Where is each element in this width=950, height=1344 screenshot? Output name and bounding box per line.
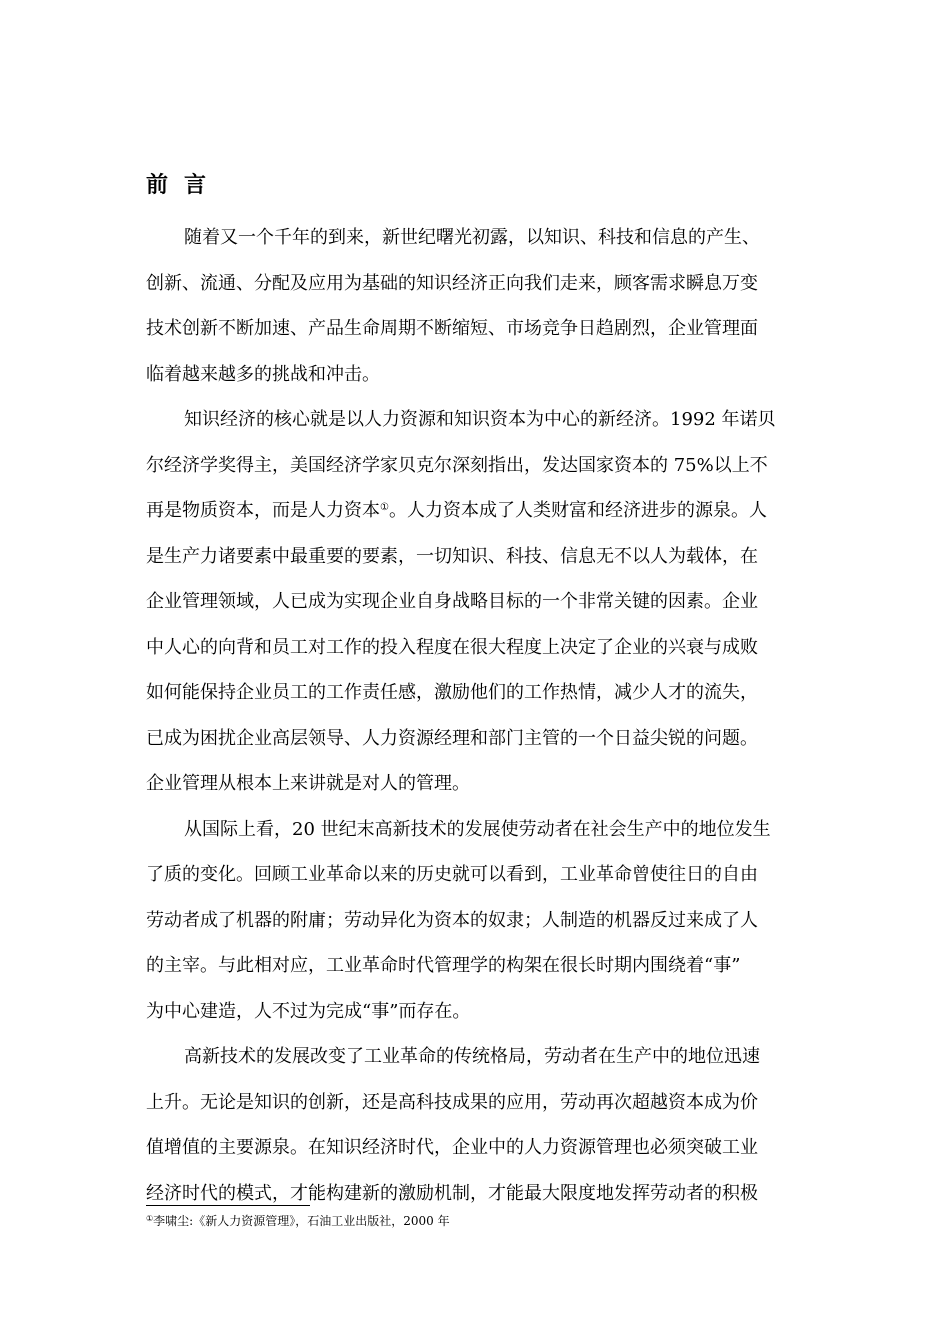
text-line-content: 如何能保持企业员工的工作责任感，激励他们的工作热情，减少人才的流失， bbox=[146, 682, 758, 703]
text-line-content: 企业管理领域，人已成为实现企业自身战略目标的一个非常关键的因素。企业 bbox=[146, 591, 758, 612]
text-line-content: 经济时代的模式，才能构建新的激励机制，才能最大限度地发挥劳动者的积极 bbox=[146, 1182, 758, 1204]
text-line bbox=[146, 852, 810, 898]
text-line-content: 技术创新不断加速、产品生命周期不断缩短、市场竞争日趋剧烈，企业管理面 bbox=[146, 318, 758, 339]
text-line bbox=[146, 534, 810, 580]
text-line bbox=[146, 670, 810, 716]
text-line bbox=[146, 261, 810, 307]
text-line bbox=[146, 352, 810, 398]
text-line-content: 上升。无论是知识的创新，还是高科技成果的应用，劳动再次超越资本成为价 bbox=[146, 1091, 758, 1113]
text-line bbox=[146, 1171, 810, 1217]
text-line bbox=[146, 306, 810, 352]
footnote-marker: ① bbox=[146, 1214, 154, 1223]
text-line-content: 尔经济学奖得主，美国经济学家贝克尔深刻指出，发达国家资本的 75%以上不 bbox=[146, 454, 768, 476]
text-line-content: 中人心的向背和员工对工作的投入程度在很大程度上决定了企业的兴衰与成败 bbox=[146, 636, 758, 658]
footnote-text: 李啸尘:《新人力资源管理》，石油工业出版社，2000 年 bbox=[153, 1214, 450, 1228]
text-line-content: 高新技术的发展改变了工业革命的传统格局，劳动者在生产中的地位迅速 bbox=[184, 1046, 760, 1067]
text-line bbox=[146, 761, 810, 807]
text-line-content: 是生产力诸要素中最重要的要素，一切知识、科技、信息无不以人为载体，在 bbox=[146, 545, 758, 567]
text-line-content: 随着又一个千年的到来，新世纪曙光初露，以知识、科技和信息的产生、 bbox=[184, 227, 760, 248]
text-line bbox=[146, 397, 810, 443]
footnote bbox=[146, 1212, 450, 1230]
text-line bbox=[146, 625, 810, 671]
text-line bbox=[146, 579, 810, 625]
text-line bbox=[146, 215, 810, 261]
text-line-content: 企业管理从根本上来讲就是对人的管理。 bbox=[146, 773, 470, 794]
text-line-content: 为中心建造，人不过为完成“事”而存在。 bbox=[146, 1000, 471, 1022]
text-line-content: 知识经济的核心就是以人力资源和知识资本为中心的新经济。1992 年诺贝 bbox=[184, 409, 776, 430]
footnote-reference: ① bbox=[380, 502, 389, 513]
text-line-content: 临着越来越多的挑战和冲击。 bbox=[146, 363, 380, 385]
text-line bbox=[146, 898, 810, 944]
text-line bbox=[146, 1080, 810, 1126]
text-line-content: 已成为困扰企业高层领导、人力资源经理和部门主管的一个日益尖锐的问题。 bbox=[146, 727, 758, 749]
text-line bbox=[146, 488, 810, 534]
text-line-content: 值增值的主要源泉。在知识经济时代，企业中的人力资源管理也必须突破工业 bbox=[146, 1137, 758, 1158]
text-line bbox=[146, 443, 810, 489]
text-line bbox=[146, 989, 810, 1035]
text-line bbox=[146, 716, 810, 762]
text-line bbox=[146, 807, 810, 853]
text-line-content: 创新、流通、分配及应用为基础的知识经济正向我们走来，顾客需求瞬息万变 bbox=[146, 272, 758, 294]
footnote-divider bbox=[146, 1205, 310, 1206]
page-title: 前言 bbox=[146, 173, 223, 198]
text-line-content: 的主宰。与此相对应，工业革命时代管理学的构架在很长时期内围绕着“事” bbox=[146, 955, 741, 976]
body-text bbox=[146, 215, 810, 1216]
text-line bbox=[146, 1034, 810, 1080]
text-line bbox=[146, 1125, 810, 1171]
text-line-content: 了质的变化。回顾工业革命以来的历史就可以看到，工业革命曾使往日的自由 bbox=[146, 864, 758, 885]
text-line-content: 。人力资本成了人类财富和经济进步的源泉。人 bbox=[388, 500, 767, 521]
text-line-content: 劳动者成了机器的附庸；劳动异化为资本的奴隶；人制造的机器反过来成了人 bbox=[146, 909, 758, 931]
text-line-content: 从国际上看，20 世纪末高新技术的发展使劳动者在社会生产中的地位发生 bbox=[184, 818, 771, 840]
text-line bbox=[146, 943, 810, 989]
text-line-content: 再是物质资本，而是人力资本 bbox=[146, 500, 380, 521]
